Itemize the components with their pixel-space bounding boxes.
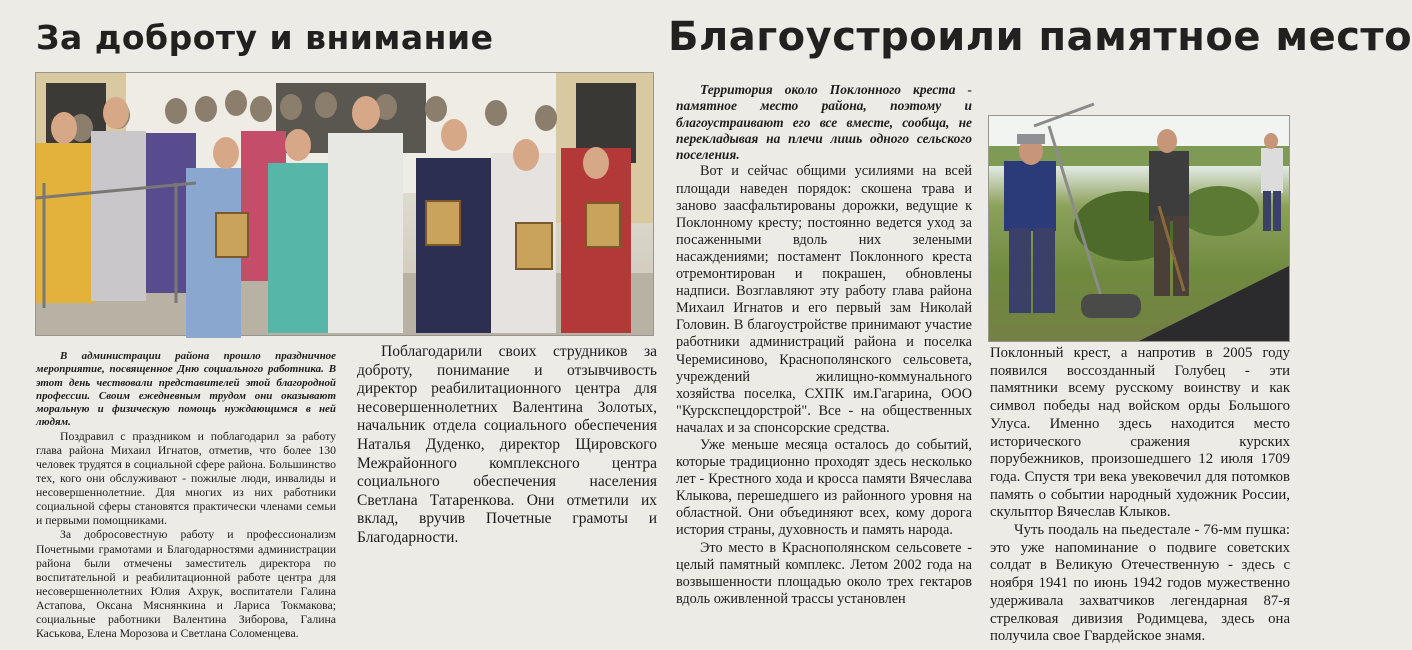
right-article-paragraph: Чуть поодаль на пьедестале - 76-мм пушка: это уже напоминание о подвиге советских солдат в Великую Отечественную - здесь с ноября 1941 по июнь 1942 годов мужественно удерживала захватчиков легендарная 87-я стрелковая дивизия Родимцева, здесь она получила свое Гвардейское знамя. (990, 522, 1290, 645)
workers-photo (988, 115, 1290, 342)
left-article-lead: В администрации района прошло праздничное мероприятие, посвященное Дню социального работника. В этот день чествовали представителей этой благородной профессии. Своим ежедневным трудом они оказывают моральную и физическую помощь нуждающимся в ней людям. (36, 350, 336, 429)
right-article-paragraph: Это место в Краснополянском сельсовете - целый памятный комплекс. Летом 2002 года на возвышенности площадью около трех гектаров вдоль оживленной трассы установлен (676, 539, 972, 607)
headline-left: За доброту и внимание (36, 18, 494, 57)
left-article-paragraph: Поблагодарили своих струдников за доброту, понимание и отзывчивость директор реабилитационного центра для несовершеннолетних Валентина Золотых, начальник отдела социального обеспечения Наталья Дуденко, директор Щировского Межрайонного комплексного центра социального обеспечения населения Светлана Татаренкова. Они отметили их вклад, вручив Почетные грамоты и Благодарности. (357, 343, 657, 546)
right-article-column-1 (676, 82, 972, 608)
left-article-column-1 (36, 350, 336, 641)
left-article-paragraph: Поздравил с праздником и поблагодарил за работу глава района Михаил Игнатов, отметив, что более 130 человек трудятся в социальной сфере района. Большинство тех, кого они обслуживают - пожилые люди, инвалиды и несовершеннолетние. Для многих из них работники социальной сферы становятся практически членами семьи и первыми помощниками. (36, 429, 336, 528)
right-article-lead: Территория около Поклонного креста - памятное место района, поэтому и благоустраивают его все вместе, сообща, не перекладывая на плечи лишь одного сельского поселения. (676, 82, 972, 163)
headline-right: Благоустроили памятное место (668, 14, 1412, 60)
right-article-column-2 (990, 345, 1290, 646)
right-article-paragraph: Вот и сейчас общими усилиями на всей площади наведен порядок: скошена трава и заново заасфальтированы дорожки, ведущие к Поклонному кресту; постоянно ведется уход за посаженными вдоль них зелеными насаждениями; постамент Поклонного креста отремонтирован и покрашен, обновлены надписи. Возглавляют эту работу глава района Михаил Игнатов и его первый зам Николай Головин. В благоустройстве принимают участие работники администраций района и поселка Черемисиново, Краснополянского сельсовета, учреждений жилищно-коммунального хозяйства поселка, СХПК им.Гагарина, ООО "Курскспецдорстрой". Все - на общественных началах и за спонсорские средства. (676, 163, 972, 436)
left-article-column-2 (357, 343, 657, 548)
left-article-paragraph: За добросовестную работу и профессионализм Почетными грамотами и Благодарностями администрации района были отмечены заместитель директора по воспитательной и реабилитационной работе центра для несовершеннолетних Юлия Ахрук, воспитатели Галина Астапова, Оксана Мяснянкина и Лариса Токмакова; социальные работники Валентина Зиборова, Галина Каськова, Елена Морозова и Светлана Соломенцева. (36, 528, 336, 641)
right-article-paragraph: Уже меньше месяца осталось до событий, которые традиционно проходят здесь несколько лет - Крестного хода и кросса памяти Вячеслава Клыкова, перешедшего из районного уровня на областной. Они объединяют всех, кому дорога история страны, духовность и память народа. (676, 436, 972, 539)
group-photo (35, 72, 654, 336)
right-article-paragraph: Поклонный крест, а напротив в 2005 году появился воссозданный Голубец - эти памятники всему русскому воинству и как символ победы над войском орды Большого Улуса. Именно здесь находится место исторического сражения курских порубежников, произошедшего 12 июля 1709 года. Спустя три века увековечил для потомков память о событии народный художник России, скульптор Вячеслав Клыков. (990, 345, 1290, 521)
